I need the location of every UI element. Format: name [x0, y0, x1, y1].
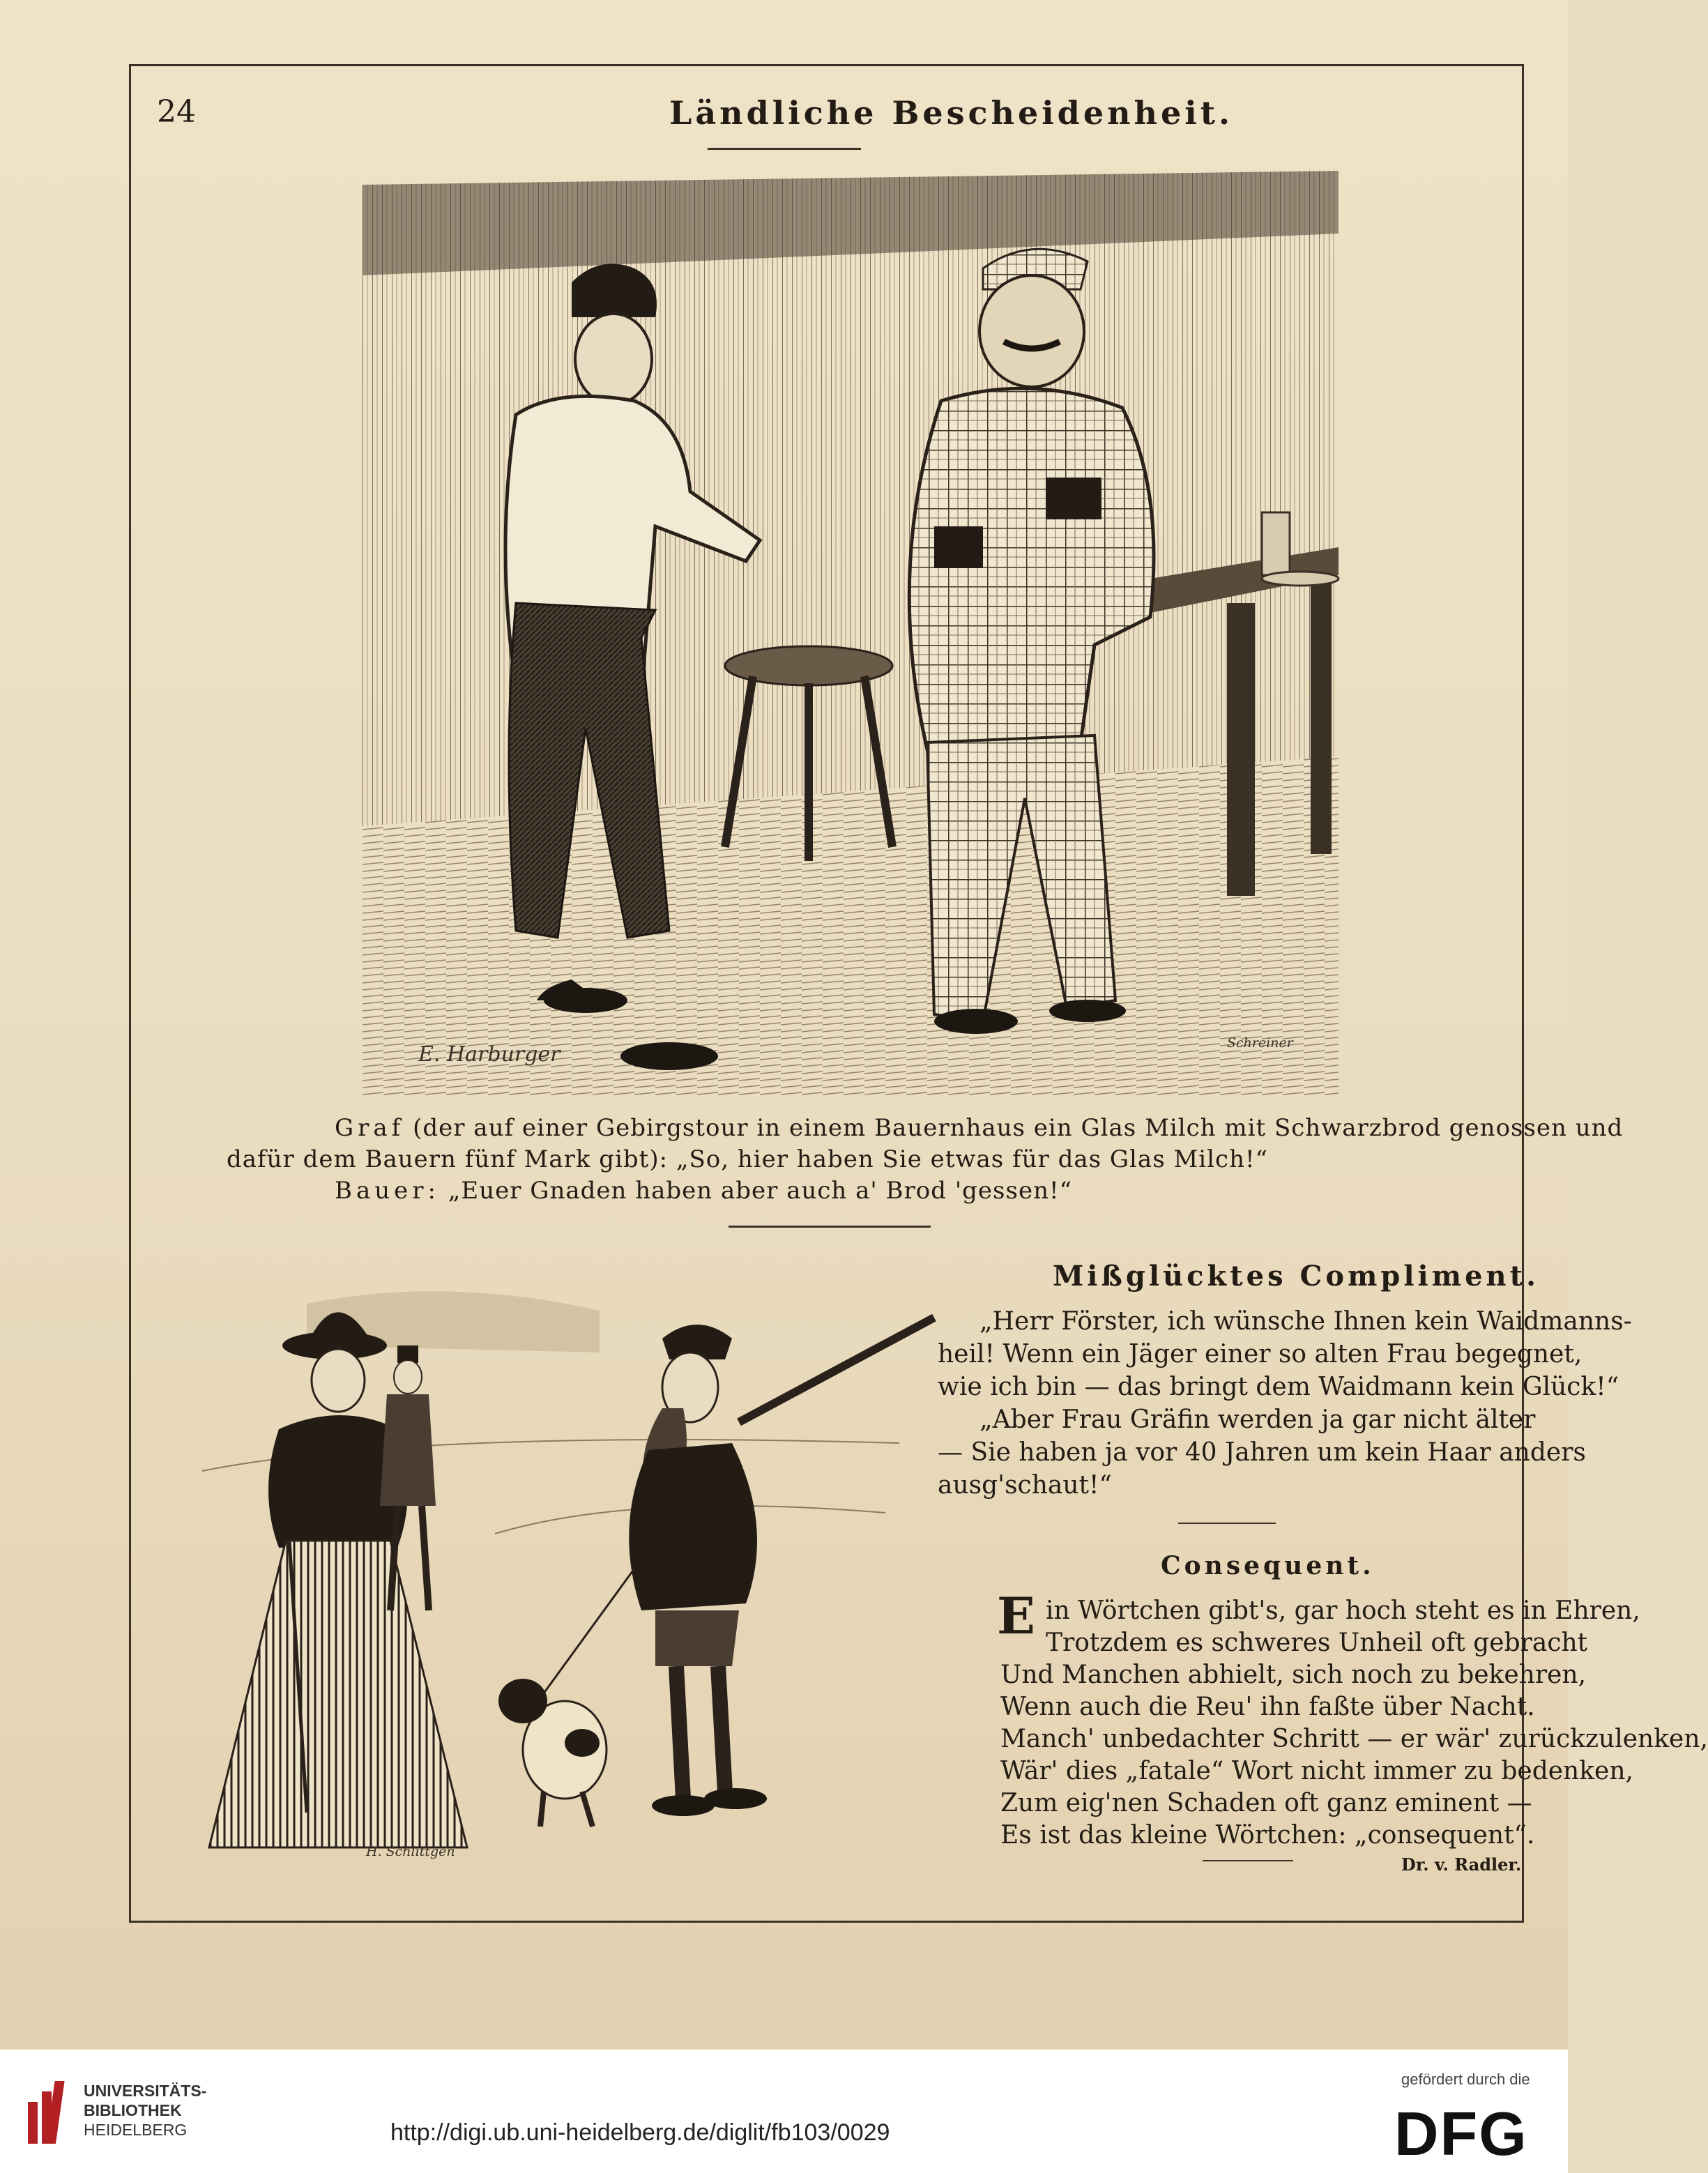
library-name	[84, 2081, 206, 2140]
artist-signature-2: H. Schlittgen	[366, 1844, 455, 1859]
article-separator	[1178, 1523, 1276, 1524]
engraver-signature: Schreiner	[1227, 1035, 1293, 1051]
table-leg	[1227, 603, 1255, 896]
hunter-jacket	[629, 1443, 757, 1610]
hunter-drawing	[202, 1241, 934, 1882]
library-name-line2: BIBLIOTHEK	[84, 2101, 182, 2119]
article2-line4: Wenn auch die Reu' ihn faßte über Nacht.	[1000, 1693, 1535, 1721]
tavern-illustration	[363, 157, 1339, 1098]
article1-line5: — Sie haben ja vor 40 Jahren um kein Haar anders	[938, 1438, 1586, 1467]
rifle	[739, 1318, 934, 1422]
article1-line3: wie ich bin — das bringt dem Waidmann kein Glück!“	[938, 1373, 1619, 1401]
article1-line6: ausg'schaut!“	[938, 1471, 1112, 1500]
article2-line1: in Wörtchen gibt's, gar hoch steht es in Ehren,	[1046, 1596, 1640, 1625]
caption1-line3	[335, 1177, 1072, 1205]
dfg-logo: DFG	[1394, 2099, 1528, 2168]
title-rule	[708, 148, 861, 150]
caption1-speaker-bauer: Bauer:	[335, 1177, 440, 1205]
article2-line2: Trotzdem es schweres Unheil oft gebracht	[1046, 1629, 1588, 1657]
caption1-speaker-graf: Graf	[335, 1114, 405, 1142]
article1-line2: heil! Wenn ein Jäger einer so alten Frau begegnet,	[938, 1340, 1583, 1368]
caption-rule	[729, 1226, 931, 1228]
article1-heading: Mißglücktes Compliment.	[1053, 1260, 1540, 1293]
dog-head	[498, 1679, 547, 1723]
article1-line4: „Aber Frau Gräfin werden ja gar nicht älter	[979, 1405, 1536, 1434]
page-title: Ländliche Bescheidenheit.	[669, 94, 1234, 132]
artist-signature-1: E. Harburger	[418, 1042, 561, 1067]
caption1-line3-text: „Euer Gnaden haben aber auch a' Brod 'gessen!“	[448, 1177, 1073, 1205]
source-url-link[interactable]: http://digi.ub.uni-heidelberg.de/diglit/fb103/0029	[390, 2119, 890, 2146]
bread	[1046, 478, 1101, 519]
article2-line5: Manch' unbedachter Schritt — er wär' zurückzulenken,	[1000, 1725, 1708, 1753]
milk-glass	[1262, 512, 1290, 575]
plate	[1262, 572, 1339, 586]
funded-by-label: gefördert durch die	[1401, 2071, 1530, 2088]
caption1-line2: dafür dem Bauern fünf Mark gibt): „So, hier haben Sie etwas für das Glas Milch!“	[227, 1145, 1269, 1173]
dog-figure	[498, 1679, 607, 1827]
article2-heading: Consequent.	[1161, 1551, 1375, 1580]
article1-line1: „Herr Förster, ich wünsche Ihnen kein Waidmanns-	[979, 1307, 1632, 1336]
peasant-shoe	[544, 988, 627, 1013]
article2-line7: Zum eig'nen Schaden oft ganz eminent —	[1000, 1789, 1532, 1817]
digitization-footer	[0, 2050, 1568, 2173]
page-number: 24	[157, 94, 196, 130]
hunter-illustration	[202, 1241, 934, 1882]
article2-line8: Es ist das kleine Wörtchen: „consequent“.	[1000, 1821, 1535, 1850]
caption1-line1-text: (der auf einer Gebirgstour in einem Bauernhaus ein Glas Milch mit Schwarzbrod genossen und	[413, 1114, 1624, 1142]
library-logo-icon	[21, 2074, 77, 2151]
article2-line6: Wär' dies „fatale“ Wort nicht immer zu bedenken,	[1000, 1757, 1633, 1785]
tavern-drawing	[363, 157, 1339, 1098]
article2-line3: Und Manchen abhielt, sich noch zu bekehren,	[1000, 1661, 1587, 1689]
article2-initial: E	[997, 1586, 1035, 1645]
library-name-line3: HEIDELBERG	[84, 2121, 188, 2139]
library-name-line1: UNIVERSITÄTS-	[84, 2082, 207, 2100]
caption1-line1	[335, 1114, 1623, 1142]
article2-author: Dr. v. Radler.	[1401, 1854, 1522, 1875]
author-rule	[1203, 1860, 1293, 1861]
binocular-case	[934, 526, 983, 568]
